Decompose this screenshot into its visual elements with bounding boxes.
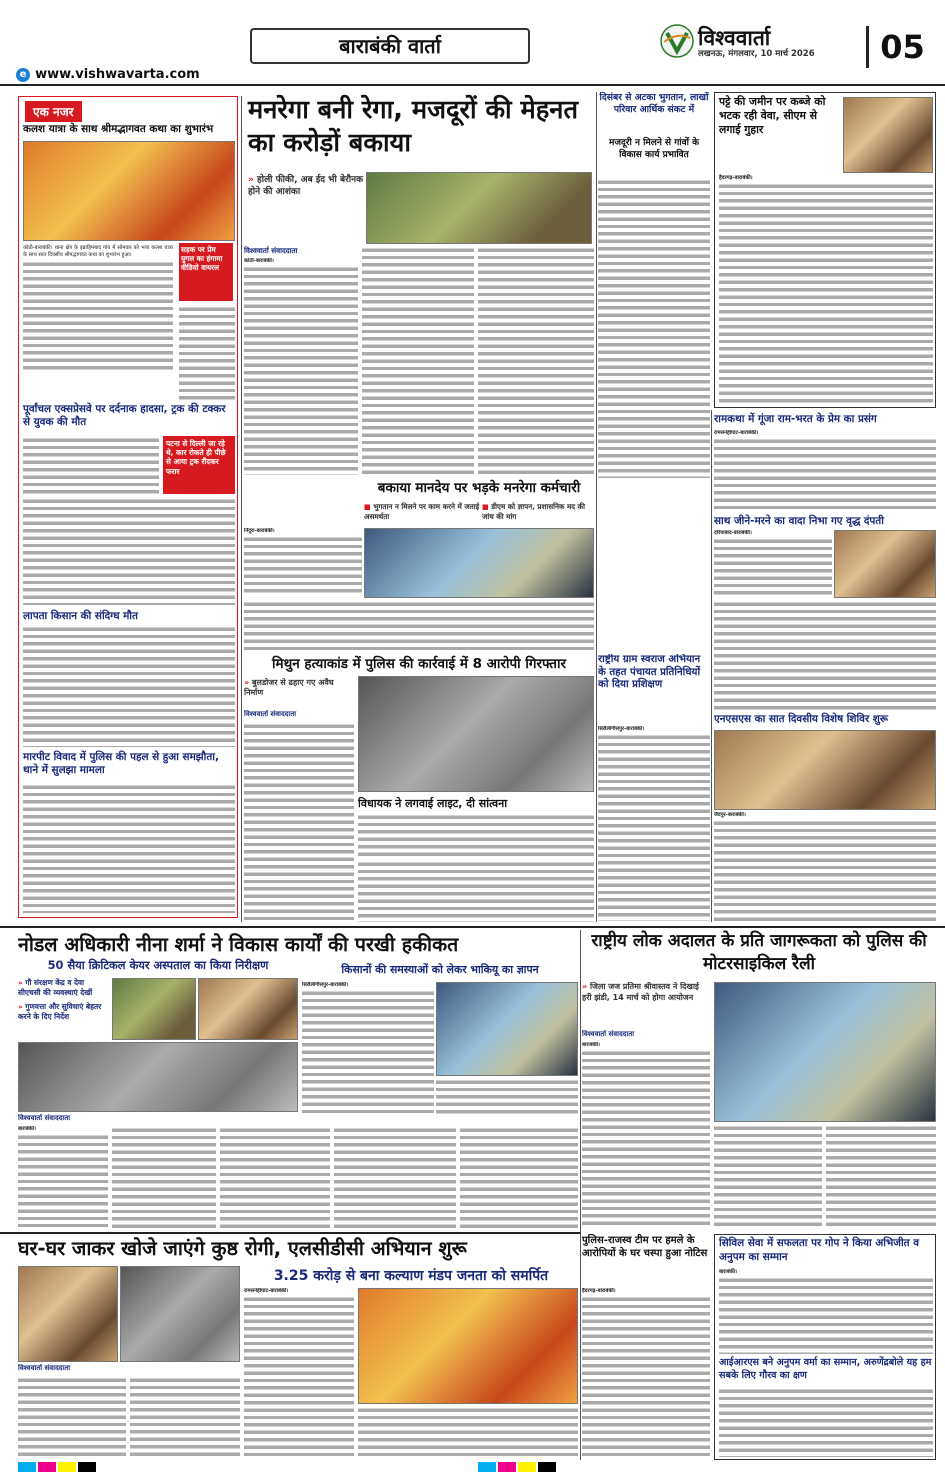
ek-nazar-lead-text: कोठी-बाराबंकी। थाना क्षेत्र के इब्राहिमबाद गांव में सोमवार को भव्य कलश यात्रा के साथ सात दिवसीय श्रीमद्भागवत कथा का शुभारंभ हुआ। xyxy=(23,245,173,259)
mandey-sub1-text: भुगतान न मिलने पर काम करने में जताई असमर्थता xyxy=(364,502,480,521)
mandey-sub2-text: डीएम को ज्ञापन, प्रशासनिक मद की जांच की मांग xyxy=(482,502,586,521)
couple-photo xyxy=(834,530,936,598)
mithun-body-2 xyxy=(358,860,594,922)
nodal-sub: 50 सैया क्रिटिकल केयर अस्पताल का किया निरीक्षण xyxy=(47,958,269,972)
couple-body xyxy=(714,530,832,598)
ek-nazar-lead xyxy=(23,245,173,399)
masthead-rule xyxy=(0,84,945,86)
accident-title: पूर्वांचल एक्सप्रेसवे पर दर्दनाक हादसा, ट्रक की टक्कर से युवक की मौत xyxy=(23,403,226,428)
gutter-2 xyxy=(596,92,597,922)
police-team-headline: पुलिस-राजस्व टीम पर हमले के आरोपियों के घर चस्पा हुआ नोटिस xyxy=(582,1235,708,1259)
brand-name: विश्ववार्ता xyxy=(698,26,771,50)
nodal-body-3 xyxy=(220,1126,330,1228)
lok-adalat-photo xyxy=(714,982,936,1122)
fight-body xyxy=(23,783,235,913)
nodal-body-1 xyxy=(18,1126,108,1228)
nodal-bullet-1-text: गौ संरक्षण केंद्र व देवा सीएचसी की व्यवस्थाएं देखीं xyxy=(18,978,93,997)
police-team-body xyxy=(582,1288,710,1460)
ek-nazar-box xyxy=(18,96,238,918)
side-title: दिसंबर से अटका भुगतान, लाखों परिवार आर्थिक संकट में xyxy=(599,92,709,115)
swaraj-byline: सिरौलीगौसपुर-बाराबंकी। xyxy=(598,726,645,732)
mnrega-headline: मनरेगा बनी रेगा, मजदूरों की मेहनत का करोड़ों बकाया xyxy=(248,95,578,158)
mithun-headline: मिथुन हत्याकांड में पुलिस की कार्रवाई में 8 आरोपी गिरफ्तार xyxy=(272,656,566,672)
kushth-photo-1 xyxy=(18,1266,118,1362)
lok-adalat-kicker: » जिला जज प्रतिमा श्रीवास्तव ने दिखाई हरी झंडी, 14 मार्च को होगा आयोजन xyxy=(582,982,699,1002)
bhakiyu-photo xyxy=(436,982,578,1076)
nss-title: एनएसएस का सात दिवसीय विशेष शिविर शुरू xyxy=(714,713,888,725)
civil-byline: बाराबंकी। xyxy=(719,1269,738,1275)
mandey-body-1 xyxy=(244,528,362,598)
nodal-byline: विश्ववार्ता संवाददाता xyxy=(18,1114,71,1122)
bhakiyu-headline: किसानों की समस्याओं को लेकर भाकियू का ज्ञापन xyxy=(341,963,539,976)
swaraj-body xyxy=(598,726,710,922)
mandap-byline: रामसनेहीघाट-बाराबंकी। xyxy=(244,1288,289,1294)
chevron-icon: » xyxy=(248,175,257,185)
print-marks-bottom xyxy=(18,1462,936,1472)
yellow-swatch xyxy=(58,1462,76,1472)
ek-nazar-title: कलश यात्रा के साथ श्रीमद्भागवत कथा का शुभारंभ xyxy=(23,123,214,135)
section-title-text: बाराबंकी वार्ता xyxy=(339,34,441,58)
lok-adalat-kicker-text: जिला जज प्रतिमा श्रीवास्तव ने दिखाई हरी झंडी, 14 मार्च को होगा आयोजन xyxy=(582,982,699,1002)
nodal-photo-3 xyxy=(18,1042,298,1112)
civil-headline: सिविल सेवा में सफलता पर गोप ने किया अभिजीत व अनुपम का सम्मान xyxy=(719,1237,919,1263)
magenta-swatch xyxy=(38,1462,56,1472)
gutter-4 xyxy=(580,930,581,1460)
mandey-photo xyxy=(364,528,594,598)
mnrega-kicker xyxy=(248,174,364,198)
mandey-headline: बकाया मानदेय पर भड़के मनरेगा कर्मचारी xyxy=(377,480,581,496)
mithun-body-1 xyxy=(244,722,354,922)
mla-title: विधायक ने लगवाई लाइट, दी सांत्वना xyxy=(358,797,508,810)
nodal-bullet-2: » गुणवत्ता और सुविधाएं बेहतर करने के दिए निर्देश xyxy=(18,1002,102,1021)
mandey-body-2 xyxy=(244,600,594,650)
civil-body-1 xyxy=(719,1269,933,1355)
page-number-text: 05 xyxy=(880,28,925,66)
nodal-headline: नोडल अधिकारी नीना शर्मा ने विकास कार्यों की परखी हकीकत xyxy=(18,933,459,956)
nodal-photo-2 xyxy=(198,978,298,1040)
mnrega-lead-place: कोठी-बाराबंकी। xyxy=(244,258,274,264)
lok-adalat-body-2 xyxy=(714,1124,822,1228)
mandap-body-1 xyxy=(244,1288,354,1460)
kushth-body-1 xyxy=(18,1376,126,1460)
bhakiyu-byline: सिरौलीगौसपुर-बाराबंकी। xyxy=(302,982,349,988)
ram-byline: रामसनेहीघाट-बाराबंकी। xyxy=(714,430,759,436)
mnrega-side-box xyxy=(598,92,710,176)
nodal-body-4 xyxy=(334,1126,456,1228)
bhakiyu-body xyxy=(302,982,434,1114)
nss-body xyxy=(714,812,936,922)
masthead xyxy=(0,0,945,86)
mandey-story xyxy=(244,476,594,526)
page-number xyxy=(866,26,936,68)
mnrega-byline: विश्ववार्ता संवाददाता xyxy=(244,246,298,255)
website-row[interactable] xyxy=(16,64,246,82)
nodal-bullet-2-text: गुणवत्ता और सुविधाएं बेहतर करने के दिए निर्देश xyxy=(18,1002,102,1021)
missing-body xyxy=(23,625,235,747)
mandap-photo xyxy=(358,1288,578,1404)
mithun-photo xyxy=(358,676,594,792)
mandey-byline: निंदूरा-बाराबंकी। xyxy=(244,528,275,534)
black-swatch xyxy=(78,1462,96,1472)
lok-adalat-lead-place: बाराबंकी। xyxy=(582,1042,601,1048)
nodal-body-2 xyxy=(112,1126,216,1228)
mnrega-kicker-text: होली फीकी, अब ईद भी बेरौनक होने की आशंका xyxy=(248,175,364,197)
couple-byline: दरियाबाद-बाराबंकी। xyxy=(714,530,752,536)
section-rule-mid xyxy=(0,926,945,928)
ram-title: रामकथा में गूंजा राम-भरत के प्रेम का प्रसंग xyxy=(714,413,877,425)
dateline: लखनऊ, मंगलवार, 10 मार्च 2026 xyxy=(698,49,815,59)
mithun-byline: विश्ववार्ता संवाददाता xyxy=(244,710,297,718)
swaraj-headline: राष्ट्रीय ग्राम स्वराज अभियान के तहत पंचायत प्रतिनिधियों को दिया प्रशिक्षण xyxy=(598,654,701,690)
civil-sub-title: आईआरएस बने अनुपम वर्मा का सम्मान, अरुणेंद्रबोले यह हम सबके लिए गौरव का क्षण xyxy=(719,1357,932,1381)
mithun-kicker: » बुलडोजर से ढहाए गए अवैध निर्माण xyxy=(244,678,334,697)
lok-adalat-body-1 xyxy=(582,1042,710,1228)
kushth-body-2 xyxy=(130,1376,240,1460)
mandap-headline: 3.25 करोड़ से बना कल्याण मंडप जनता को समर्पित xyxy=(273,1268,549,1284)
website-url[interactable]: www.vishwavarta.com xyxy=(35,67,200,82)
lok-adalat-body-3 xyxy=(826,1124,936,1228)
mandap-body-2 xyxy=(358,1406,578,1460)
nodal-bullet-1: » गौ संरक्षण केंद्र व देवा सीएचसी की व्यवस्थाएं देखीं xyxy=(18,978,93,997)
mnrega-story xyxy=(244,92,594,246)
mnrega-body-1 xyxy=(244,258,358,476)
cyan-swatch xyxy=(18,1462,36,1472)
widow-photo xyxy=(843,97,933,173)
land-box xyxy=(714,92,936,408)
gutter-3 xyxy=(711,410,712,922)
civil-box xyxy=(714,1234,936,1460)
couple-title: साथ जीने-मरने का वादा निभा गए वृद्ध दंपती xyxy=(714,515,884,527)
nss-photo xyxy=(714,730,936,810)
yellow-swatch-2 xyxy=(518,1462,536,1472)
globe-e-icon: e xyxy=(16,68,30,82)
magenta-swatch-2 xyxy=(498,1462,516,1472)
mithun-kicker-text: बुलडोजर से ढहाए गए अवैध निर्माण xyxy=(244,678,334,697)
mandey-sub2: ■ डीएम को ज्ञापन, प्रशासनिक मद की जांच की मांग xyxy=(482,502,586,521)
land-title: पट्टे की जमीन पर कब्जे को भटक रही वेवा, सीएम से लगाई गुहार xyxy=(719,95,826,136)
nss-byline: जैदपुर-बाराबंकी। xyxy=(714,812,746,818)
ek-nazar-body xyxy=(179,305,235,401)
fight-title: मारपीट विवाद में पुलिस की पहल से हुआ समझौता, थाने में सुलझा मामला xyxy=(23,751,219,776)
kushth-headline: घर-घर जाकर खोजे जाएंगे कुष्ठ रोगी, एलसीडीसी अभियान शुरू xyxy=(18,1237,467,1260)
nodal-photo-1 xyxy=(112,978,196,1040)
ram-body xyxy=(714,430,936,510)
missing-title: लापता किसान की संदिग्ध मौत xyxy=(23,610,138,622)
gutter-1 xyxy=(241,96,242,922)
civil-body-2 xyxy=(719,1387,933,1457)
mla-box xyxy=(358,796,594,858)
mnrega-photo xyxy=(366,172,592,244)
ek-nazar-tag: एक नजर xyxy=(25,101,82,122)
black-swatch-2 xyxy=(538,1462,556,1472)
accident-body xyxy=(23,436,159,496)
lok-adalat-headline: राष्ट्रीय लोक अदालत के प्रति जागरूकता को पुलिस की मोटरसाइकिल रैली xyxy=(591,931,927,974)
v-swoosh-logo xyxy=(660,24,694,58)
couple-body-2 xyxy=(714,600,936,710)
police-team-byline: हैदरगढ़-बाराबंकी। xyxy=(582,1288,616,1294)
side-sub: मजदूरी न मिलने से गांवों के विकास कार्य प्रभावित xyxy=(608,138,700,160)
accident-callout: पटना से दिल्ली जा रहे थे, कार रोकते ही पीछे से आया ट्रक रौंदकर फरार xyxy=(163,436,235,494)
kalash-yatra-photo xyxy=(23,141,235,241)
viral-video-callout: सड़क पर प्रेम युगल का हंगामा वीडियो वायरल xyxy=(179,243,233,301)
land-body xyxy=(719,175,933,405)
accident-body-2 xyxy=(23,497,235,605)
mnrega-side-body xyxy=(598,178,710,478)
bhakiyu-body-2 xyxy=(436,1078,578,1114)
mandey-sub1: ■ भुगतान न मिलने पर काम करने में जताई असमर्थता xyxy=(364,502,480,521)
kushth-photo-2 xyxy=(120,1266,240,1362)
mnrega-body-3 xyxy=(478,246,594,476)
cyan-swatch-2 xyxy=(478,1462,496,1472)
nodal-lead-place: बाराबंकी। xyxy=(18,1126,37,1132)
kushth-byline: विश्ववार्ता संवाददाता xyxy=(18,1364,71,1372)
section-title xyxy=(250,28,530,64)
bhakiyu-body-3 xyxy=(460,1126,578,1228)
lok-adalat-byline: विश्ववार्ता संवाददाता xyxy=(582,1030,635,1038)
mnrega-body-2 xyxy=(362,246,474,476)
land-byline: हैदरगढ़-बाराबंकी। xyxy=(719,175,753,181)
nodal-bullets xyxy=(18,978,108,1038)
